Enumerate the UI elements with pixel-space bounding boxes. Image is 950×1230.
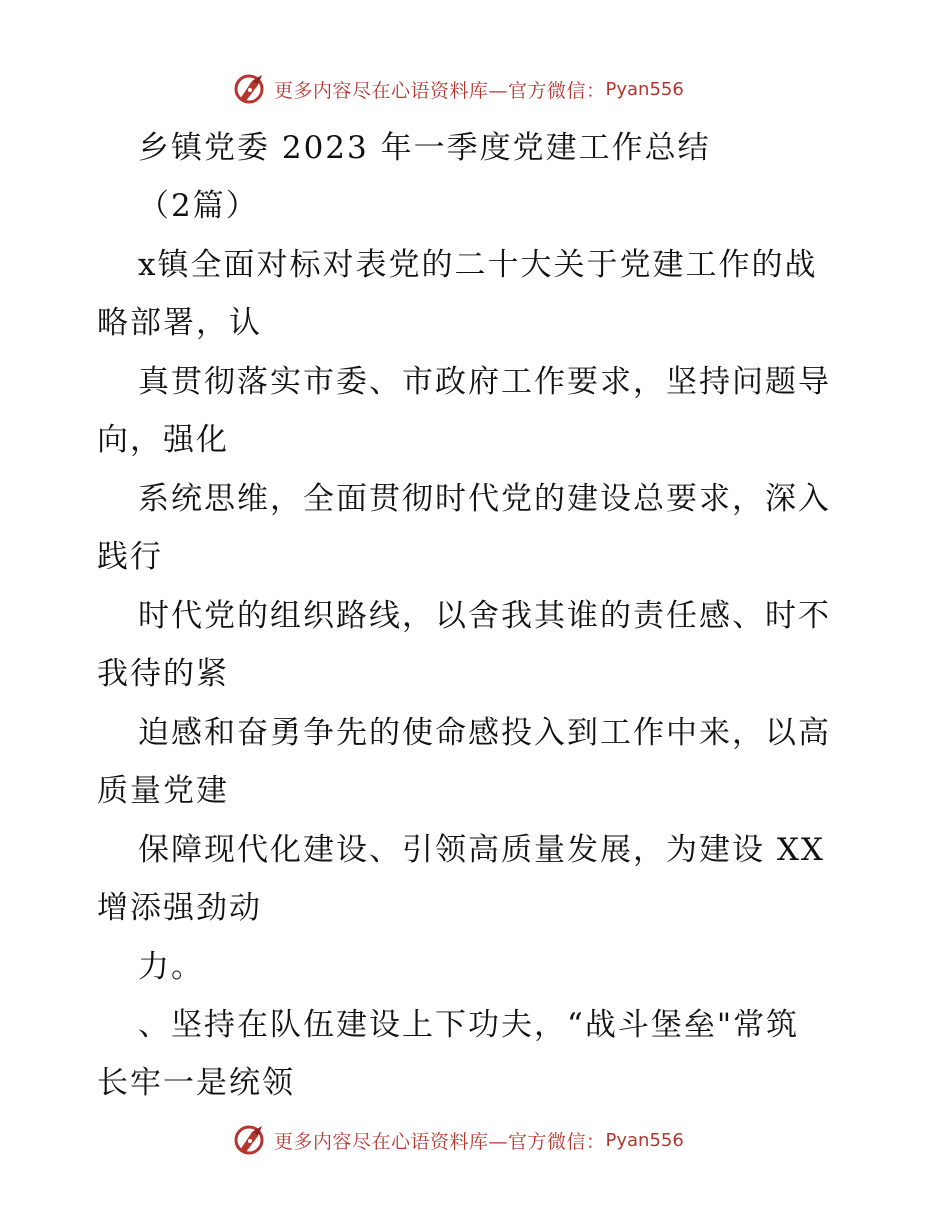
body-line: 力。 bbox=[138, 949, 204, 985]
body-line: 略部署，认 bbox=[97, 305, 262, 341]
body-line: 增添强劲动 bbox=[97, 890, 262, 926]
body-line: 我待的紧 bbox=[97, 656, 229, 692]
body-line: 系统思维，全面贯彻时代党的建设总要求，深入 bbox=[138, 481, 831, 517]
footer-banner[interactable] bbox=[232, 1123, 752, 1157]
banner-handle: Pyan556 bbox=[605, 1129, 684, 1151]
body-line: 向，强化 bbox=[97, 422, 229, 458]
banner-handle: Pyan556 bbox=[605, 78, 684, 100]
body-line: 、坚持在队伍建设上下功夫，“战斗堡垒"常筑 bbox=[138, 1007, 800, 1043]
banner-text: 更多内容尽在心语资料库—官方微信： bbox=[274, 1130, 606, 1153]
body-line: x镇全面对标对表党的二十大关于党建工作的战 bbox=[138, 247, 818, 283]
body-line: 长牢一是统领 bbox=[97, 1065, 295, 1101]
body-line: 保障现代化建设、引领高质量发展，为建设 XX bbox=[138, 832, 825, 868]
body-line: 迫感和奋勇争先的使命感投入到工作中来，以高 bbox=[138, 715, 831, 751]
document-title: 乡镇党委 2023 年一季度党建工作总结 bbox=[138, 130, 711, 166]
body-line: 真贯彻落实市委、市政府工作要求，坚持问题导 bbox=[138, 364, 831, 400]
document-subtitle: （2篇） bbox=[138, 188, 259, 224]
body-line: 质量党建 bbox=[97, 773, 229, 809]
body-line: 时代党的组织路线，以舍我其谁的责任感、时不 bbox=[138, 598, 831, 634]
body-line: 践行 bbox=[97, 539, 163, 575]
banner-text: 更多内容尽在心语资料库—官方微信： bbox=[274, 79, 606, 102]
pen-nib-logo-icon bbox=[232, 1123, 268, 1157]
